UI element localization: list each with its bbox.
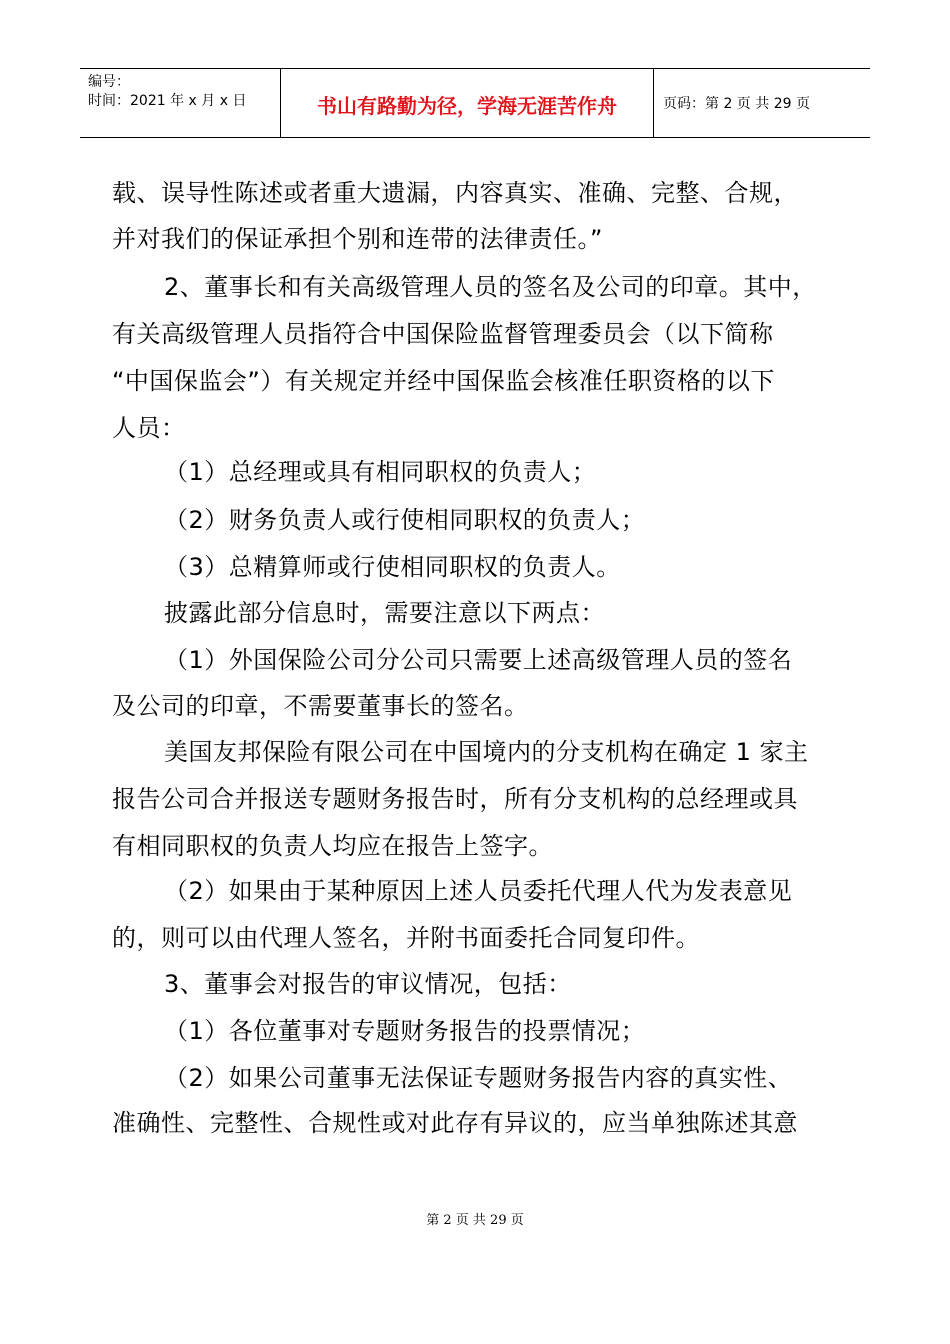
time-label: 时间：2021 年 x 月 x 日 [88,93,247,109]
body-line: 有关高级管理人员指符合中国保险监督管理委员会（以下简称 [112,320,774,348]
body-line: 人员： [112,414,186,442]
header-info-cell [80,69,280,137]
page-footer: 第 2 页 共 29 页 [426,1213,524,1228]
body-line: 2、董事长和有关高级管理人员的签名及公司的印章。其中， [164,273,817,301]
body-line: 载、误导性陈述或者重大遗漏，内容真实、准确、完整、合规， [112,179,798,207]
body-line: 准确性、完整性、合规性或对此存有异议的，应当单独陈述其意 [112,1109,798,1137]
body-line: 及公司的印章，不需要董事长的签名。 [112,692,529,720]
header-motto-cell [280,69,654,137]
body-line: 并对我们的保证承担个别和连带的法律责任。” [112,225,603,253]
body-line: （1）各位董事对专题财务报告的投票情况； [164,1017,646,1045]
body-line: 披露此部分信息时，需要注意以下两点： [164,599,605,627]
body-line: 报告公司合并报送专题财务报告时，所有分支机构的总经理或具 [112,785,798,813]
body-line: 3、董事会对报告的审议情况，包括： [164,970,572,998]
body-line: （1）总经理或具有相同职权的负责人； [164,458,597,486]
body-line: （1）外国保险公司分公司只需要上述高级管理人员的签名 [164,646,793,674]
body-line: 美国友邦保险有限公司在中国境内的分支机构在确定 1 家主 [164,738,809,766]
body-line: （2）财务负责人或行使相同职权的负责人； [164,506,646,534]
number-label: 编号： [88,74,130,90]
body-line: （3）总精算师或行使相同职权的负责人。 [164,553,621,581]
body-line: 的，则可以由代理人签名，并附书面委托合同复印件。 [112,924,700,952]
header-motto: 书山有路勤为径，学海无涯苦作舟 [317,94,617,118]
body-line: 有相同职权的负责人均应在报告上签字。 [112,832,553,860]
header-page-cell [653,69,870,137]
body-line: （2）如果公司董事无法保证专题财务报告内容的真实性、 [164,1064,793,1092]
page-header [80,68,870,138]
header-page-label: 页码：第 2 页 共 29 页 [663,96,810,112]
body-line: “中国保监会”）有关规定并经中国保监会核准任职资格的以下 [112,367,775,395]
body-line: （2）如果由于某种原因上述人员委托代理人代为发表意见 [164,877,793,905]
